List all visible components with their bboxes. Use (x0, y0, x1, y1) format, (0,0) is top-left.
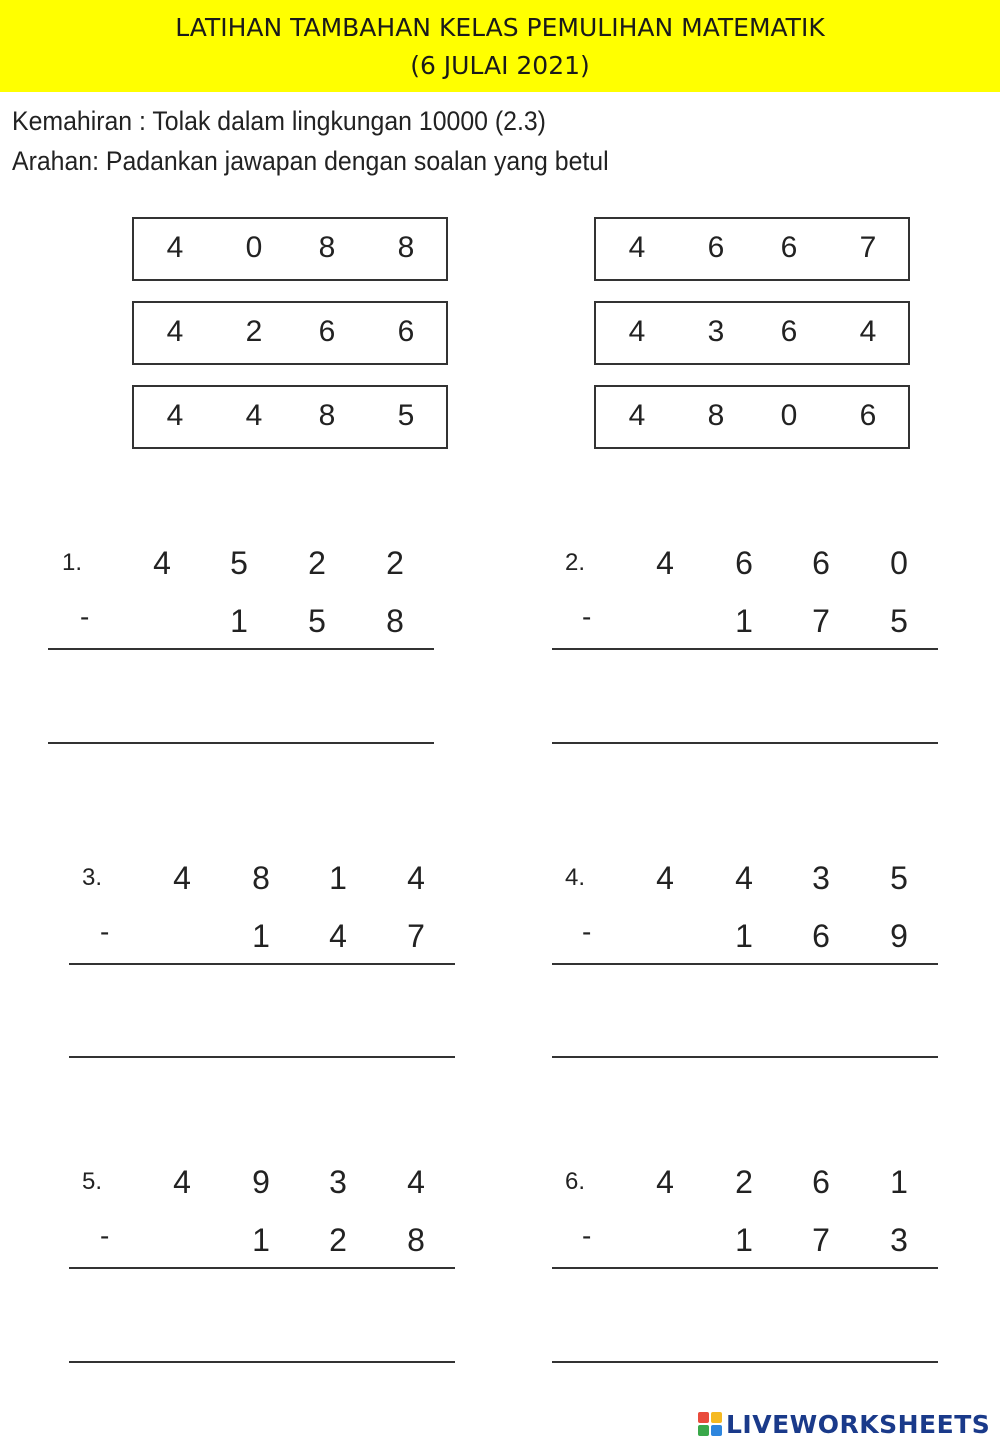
subtrahend-digit: 5 (308, 603, 326, 639)
minuend-digit: 6 (812, 545, 830, 581)
answer-digit: 6 (397, 315, 415, 348)
answer-digit: 5 (397, 399, 415, 432)
minuend-digit: 0 (890, 545, 908, 581)
answer-digit: 0 (780, 399, 798, 432)
answer-digit: 4 (859, 315, 877, 348)
answer-digit: 2 (245, 315, 263, 348)
subtraction-line (69, 963, 455, 965)
minuend-digit: 2 (308, 545, 326, 581)
answer-box[interactable] (132, 217, 448, 281)
answer-digit: 4 (628, 231, 646, 264)
subtrahend-digit: 1 (230, 603, 248, 639)
answer-digit: 8 (707, 399, 725, 432)
minuend-digit: 4 (656, 1164, 674, 1200)
minuend-digit: 2 (386, 545, 404, 581)
answer-line[interactable] (552, 742, 938, 744)
answer-box[interactable] (594, 301, 910, 365)
subtrahend-digit: 7 (407, 918, 425, 954)
minuend-digit: 5 (230, 545, 248, 581)
logo-grid-icon (698, 1412, 722, 1436)
subtraction-line (552, 963, 938, 965)
worksheet-date: (6 JULAI 2021) (410, 51, 590, 80)
minuend-digit: 1 (329, 860, 347, 896)
answer-line[interactable] (69, 1361, 455, 1363)
subtraction-line (69, 1267, 455, 1269)
minus-sign: - (100, 1220, 110, 1251)
subtrahend-digit: 9 (890, 918, 908, 954)
minus-sign: - (80, 601, 90, 632)
subtrahend-digit: 4 (329, 918, 347, 954)
problem-number: 6. (565, 1168, 586, 1195)
minuend-digit: 4 (173, 860, 191, 896)
answer-box[interactable] (594, 217, 910, 281)
minuend-digit: 4 (407, 860, 425, 896)
worksheet-title: LATIHAN TAMBAHAN KELAS PEMULIHAN MATEMATIK (175, 13, 825, 42)
subtraction-line (48, 648, 434, 650)
answer-line[interactable] (552, 1056, 938, 1058)
minuend-digit: 6 (812, 1164, 830, 1200)
answer-box[interactable] (132, 301, 448, 365)
subtrahend-digit: 6 (812, 918, 830, 954)
minus-sign: - (582, 1220, 592, 1251)
minuend-digit: 2 (735, 1164, 753, 1200)
minuend-digit: 4 (173, 1164, 191, 1200)
answer-digit: 0 (245, 231, 263, 264)
subtrahend-digit: 2 (329, 1222, 347, 1258)
subtrahend-digit: 1 (735, 603, 753, 639)
minuend-digit: 4 (656, 545, 674, 581)
minus-sign: - (582, 916, 592, 947)
answer-box[interactable] (132, 385, 448, 449)
answer-digit: 4 (166, 399, 184, 432)
answer-digit: 3 (707, 315, 725, 348)
minuend-digit: 4 (735, 860, 753, 896)
problem-number: 5. (82, 1168, 103, 1195)
minuend-digit: 5 (890, 860, 908, 896)
answer-digit: 7 (859, 231, 877, 264)
answer-digit: 6 (859, 399, 877, 432)
problem-number: 1. (62, 549, 83, 576)
minuend-digit: 3 (812, 860, 830, 896)
answer-digit: 4 (628, 315, 646, 348)
answer-line[interactable] (48, 742, 434, 744)
answer-digit: 4 (628, 399, 646, 432)
answer-digit: 8 (397, 231, 415, 264)
answer-digit: 8 (318, 399, 336, 432)
answer-digit: 6 (780, 315, 798, 348)
minuend-digit: 3 (329, 1164, 347, 1200)
subtrahend-digit: 7 (812, 1222, 830, 1258)
minuend-digit: 9 (252, 1164, 270, 1200)
minuend-digit: 4 (656, 860, 674, 896)
subtrahend-digit: 1 (252, 1222, 270, 1258)
subtrahend-digit: 1 (735, 1222, 753, 1258)
subtrahend-digit: 5 (890, 603, 908, 639)
subtrahend-digit: 1 (252, 918, 270, 954)
subtrahend-digit: 8 (386, 603, 404, 639)
direction-text: Arahan: Padankan jawapan dengan soalan yang betul (12, 146, 609, 176)
brand-text: LIVEWORKSHEETS (726, 1409, 991, 1439)
answer-digit: 8 (318, 231, 336, 264)
minus-sign: - (582, 601, 592, 632)
answer-digit: 4 (166, 231, 184, 264)
subtrahend-digit: 7 (812, 603, 830, 639)
minus-sign: - (100, 916, 110, 947)
subtraction-line (552, 1267, 938, 1269)
minuend-digit: 4 (153, 545, 171, 581)
problem-number: 3. (82, 864, 103, 891)
minuend-digit: 4 (407, 1164, 425, 1200)
answer-line[interactable] (552, 1361, 938, 1363)
subtraction-line (552, 648, 938, 650)
answer-digit: 4 (166, 315, 184, 348)
skill-text: Kemahiran : Tolak dalam lingkungan 10000 (2.3) (12, 106, 546, 136)
answer-digit: 6 (780, 231, 798, 264)
minuend-digit: 8 (252, 860, 270, 896)
minuend-digit: 1 (890, 1164, 908, 1200)
worksheet-header (0, 0, 1000, 92)
minuend-digit: 6 (735, 545, 753, 581)
answer-digit: 4 (245, 399, 263, 432)
answer-line[interactable] (69, 1056, 455, 1058)
answer-digit: 6 (318, 315, 336, 348)
answer-digit: 6 (707, 231, 725, 264)
problem-number: 4. (565, 864, 586, 891)
answer-box[interactable] (594, 385, 910, 449)
subtrahend-digit: 1 (735, 918, 753, 954)
problem-number: 2. (565, 549, 586, 576)
subtrahend-digit: 3 (890, 1222, 908, 1258)
liveworksheets-logo (698, 1410, 990, 1438)
subtrahend-digit: 8 (407, 1222, 425, 1258)
